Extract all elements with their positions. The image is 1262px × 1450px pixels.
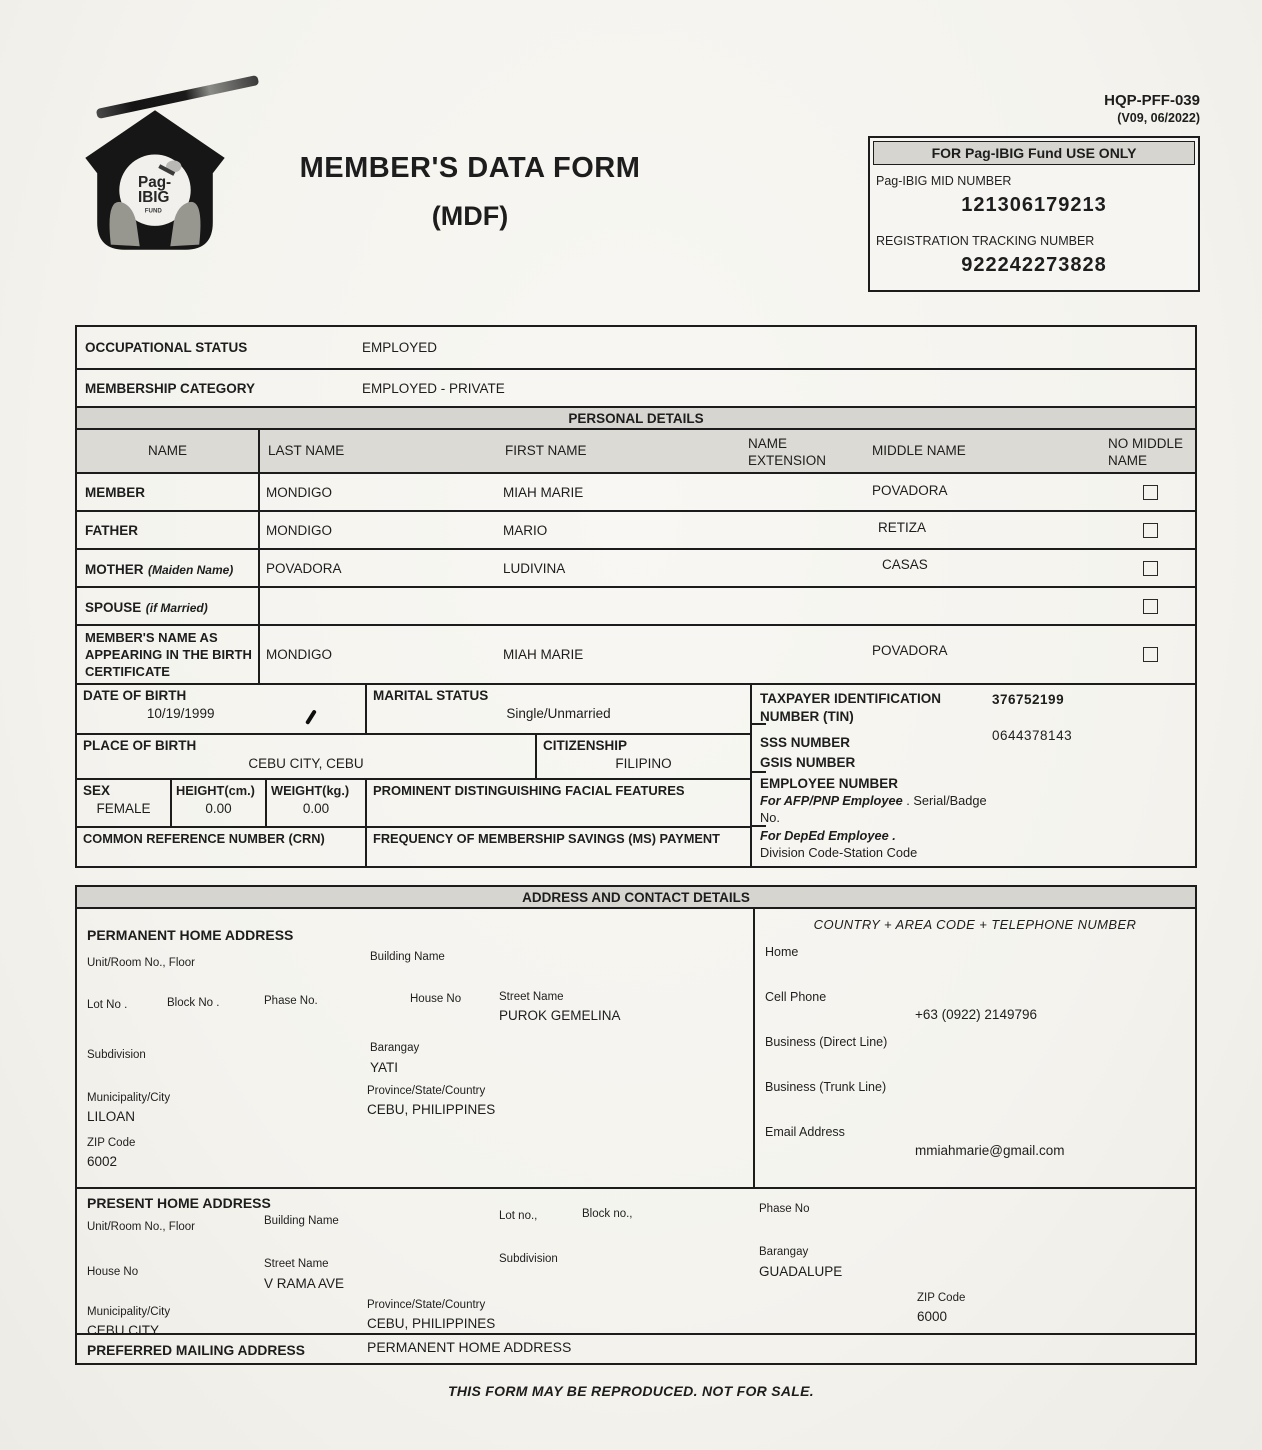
pres-province-value: CEBU, PHILIPPINES [367,1316,496,1331]
sss-value: 0644378143 [992,728,1073,743]
name-table-row-member [77,474,1195,512]
personal-lower-grid [77,683,1195,866]
perm-unit-label: Unit/Room No., Floor [87,957,196,969]
cell-phone-value: +63 (0922) 2149796 [915,1007,1037,1022]
form-version: (V09, 06/2022) [1117,111,1200,125]
perm-street-label: Street Name [499,991,564,1003]
name-table-row-birth-certificate [77,626,1195,683]
pres-subdivision-label: Subdivision [499,1253,558,1265]
perm-city-value: LILOAN [87,1109,136,1124]
height-value: 0.00 [205,801,232,816]
present-address-block [77,1187,1195,1338]
last-name-value: MONDIGO [266,523,332,538]
contact-details-block [755,909,1195,1187]
name-table-row-father [77,512,1195,550]
middle-name-value: POVADORA [872,643,948,658]
mailing-address-value: PERMANENT HOME ADDRESS [367,1339,572,1355]
last-name-value: MONDIGO [266,647,332,662]
perm-barangay-value: YATI [370,1060,399,1075]
no-middle-name-checkbox[interactable] [1143,561,1158,576]
rtn-value: 922242273828 [961,254,1107,276]
place-of-birth-value: CEBU CITY, CEBU [248,756,364,771]
home-phone-label: Home [765,945,799,959]
personal-details-header: PERSONAL DETAILS [77,408,1195,430]
id-numbers-column [752,685,1195,868]
name-extension-value [742,512,860,548]
citizenship-label: CITIZENSHIP [543,738,628,753]
pres-barangay-value: GUADALUPE [759,1264,843,1279]
perm-province-value: CEBU, PHILIPPINES [367,1102,496,1117]
perm-street-value: PUROK GEMELINA [499,1008,621,1023]
ms-frequency-label: FREQUENCY OF MEMBERSHIP SAVINGS (MS) PAYMENT [373,831,720,846]
pres-lot-label: Lot no., [499,1210,538,1222]
email-address-value: mmiahmarie@gmail.com [915,1143,1065,1158]
middle-name-value: POVADORA [872,483,948,498]
row-label-note: (Maiden Name) [147,563,234,577]
office-use-header: FOR Pag-IBIG Fund USE ONLY [873,141,1195,165]
membership-category-label: MEMBERSHIP CATEGORY [85,381,256,396]
sss-label: SSS NUMBER [760,735,851,750]
mid-number-label: Pag-IBIG MID NUMBER [876,174,1012,188]
weight-cell [267,780,367,828]
sex-value: FEMALE [96,801,151,816]
marital-status-cell [367,685,752,735]
occupational-status-label: OCCUPATIONAL STATUS [85,340,248,355]
name-table-header-row [77,430,1195,474]
form-subtitle: (MDF) [431,201,509,231]
business-direct-label: Business (Direct Line) [765,1035,888,1049]
occupational-status-value: EMPLOYED [362,340,438,355]
address-details-header: ADDRESS AND CONTACT DETAILS [77,887,1195,909]
row-label: SPOUSE [85,600,142,615]
weight-value: 0.00 [302,801,330,816]
height-cell [172,780,267,828]
mid-number-value: 121306179213 [961,194,1107,216]
place-of-birth-cell [77,735,537,780]
permanent-address-block [77,909,755,1187]
name-extension-value [742,474,860,510]
row-label: MEMBER [77,474,260,510]
deped-employee-note: For DepEd Employee . Division Code-Station Code [760,828,918,860]
facial-features-label: PROMINENT DISTINGUISHING FACIAL FEATURES [373,783,685,798]
name-extension-value [742,588,860,624]
pen-mark [305,709,316,724]
mailing-address-row [77,1333,1195,1363]
form-title: MEMBER'S DATA FORM [299,152,641,184]
perm-block-label: Block No . [167,997,220,1009]
crn-cell [77,828,367,868]
perm-zip-value: 6002 [87,1154,118,1169]
pres-street-label: Street Name [264,1258,329,1270]
cell-phone-label: Cell Phone [765,990,827,1004]
name-table-row-mother [77,550,1195,588]
no-middle-name-checkbox[interactable] [1143,599,1158,614]
pres-city-label: Municipality/City [87,1306,171,1318]
pres-block-label: Block no., [582,1208,633,1220]
date-of-birth-label: DATE OF BIRTH [83,688,187,703]
svg-text:IBIG: IBIG [138,189,170,207]
first-name-value: LUDIVINA [503,561,566,576]
row-label: FATHER [77,512,260,548]
perm-city-label: Municipality/City [87,1092,171,1104]
first-name-value [499,588,742,624]
citizenship-cell [537,735,752,780]
place-of-birth-label: PLACE OF BIRTH [83,738,197,753]
membership-category-value: EMPLOYED - PRIVATE [362,381,505,396]
name-extension-value [742,550,860,586]
svg-text:Pag-: Pag- [138,173,172,191]
pres-zip-label: ZIP Code [917,1292,966,1304]
pres-province-label: Province/State/Country [367,1299,486,1311]
perm-lot-label: Lot No . [87,999,128,1011]
row-label: MEMBER'S NAME AS APPEARING IN THE BIRTH CERTIFICATE [77,626,260,683]
row-label: MOTHER [85,562,144,577]
col-header-last-name: LAST NAME [268,443,345,458]
afp-employee-note: For AFP/PNP Employee . Serial/Badge No. [760,793,987,825]
mailing-address-label: PREFERRED MAILING ADDRESS [87,1343,305,1358]
pres-unit-label: Unit/Room No., Floor [87,1221,196,1233]
col-header-no-middle-name: NO MIDDLE NAME [1108,436,1184,468]
pres-city-value: CEBU CITY [87,1323,160,1338]
last-name-value [260,588,499,624]
gsis-label: GSIS NUMBER [760,755,856,770]
ms-frequency-cell [367,828,752,868]
col-header-middle-name: MIDDLE NAME [872,443,966,458]
form-code: HQP-PFF-039 [1104,92,1200,109]
contact-heading: COUNTRY + AREA CODE + TELEPHONE NUMBER [813,917,1137,932]
col-header-name-extension: NAME EXTENSION [748,436,827,468]
middle-name-value: RETIZA [878,520,927,535]
employee-number-label: EMPLOYEE NUMBER [760,776,899,791]
footer-note: THIS FORM MAY BE REPRODUCED. NOT FOR SALE. [448,1383,814,1399]
perm-province-label: Province/State/Country [367,1085,486,1097]
pres-house-label: House No [87,1266,139,1278]
no-middle-name-checkbox[interactable] [1143,523,1158,538]
perm-subdivision-label: Subdivision [87,1049,146,1061]
first-name-value: MIAH MARIE [503,485,584,500]
date-of-birth-cell [77,685,367,735]
perm-barangay-label: Barangay [370,1042,420,1054]
svg-text:FUND: FUND [144,207,162,215]
tin-label: TAXPAYER IDENTIFICATION NUMBER (TIN) [760,691,942,724]
sex-cell [77,780,172,828]
perm-zip-label: ZIP Code [87,1137,136,1149]
first-name-value: MARIO [503,523,548,538]
col-header-name: NAME [77,430,260,472]
personal-details-table [75,325,1197,868]
first-name-value: MIAH MARIE [503,647,584,662]
no-middle-name-checkbox[interactable] [1143,485,1158,500]
no-middle-name-checkbox[interactable] [1143,647,1158,662]
middle-name-value: CASAS [882,557,928,572]
col-header-first-name: FIRST NAME [505,443,587,458]
last-name-value: POVADORA [266,561,342,576]
permanent-address-title: PERMANENT HOME ADDRESS [87,927,294,943]
pag-ibig-logo [70,100,240,260]
pres-barangay-label: Barangay [759,1246,809,1258]
email-address-label: Email Address [765,1125,845,1139]
date-of-birth-value: 10/19/1999 [146,706,215,721]
pres-street-value: V RAMA AVE [264,1276,345,1291]
name-table [77,430,1195,683]
marital-status-label: MARITAL STATUS [373,688,489,703]
perm-house-label: House No [410,993,462,1005]
address-details-table [75,885,1197,1365]
office-use-box [868,136,1200,292]
name-extension-value [742,626,860,683]
pres-zip-value: 6000 [917,1309,948,1324]
name-table-row-spouse [77,588,1195,626]
height-label: HEIGHT(cm.) [176,783,255,798]
rtn-label: REGISTRATION TRACKING NUMBER [876,234,1095,248]
business-trunk-label: Business (Trunk Line) [765,1080,887,1094]
row-label-note: (if Married) [145,601,208,615]
present-address-title: PRESENT HOME ADDRESS [87,1195,271,1211]
crn-label: COMMON REFERENCE NUMBER (CRN) [83,831,325,846]
pres-phase-label: Phase No [759,1203,810,1215]
marital-status-value: Single/Unmarried [506,706,611,721]
middle-name-value [860,588,1102,624]
pres-building-label: Building Name [264,1215,339,1227]
sex-label: SEX [83,783,111,798]
tin-value: 376752199 [992,692,1065,707]
citizenship-value: FILIPINO [615,756,672,771]
perm-building-label: Building Name [370,951,445,963]
last-name-value: MONDIGO [266,485,332,500]
facial-features-cell [367,780,752,828]
weight-label: WEIGHT(kg.) [271,783,350,798]
perm-phase-label: Phase No. [264,995,318,1007]
